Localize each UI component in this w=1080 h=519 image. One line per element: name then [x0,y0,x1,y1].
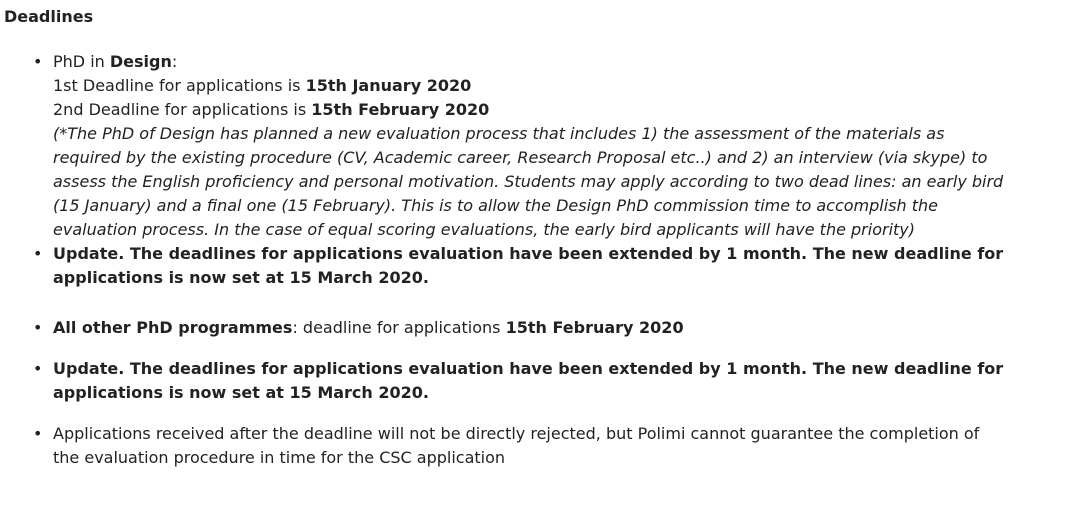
bullet-icon: • [33,52,43,71]
list-item-late-applications [0,422,1073,470]
second-deadline-date: 15th February 2020 [311,100,490,119]
design-note-line: (15 January) and a final one (15 February). This is to allow the Design PhD commission time to accomplish the [53,196,938,215]
design-title [53,50,1073,74]
design-note-line: evaluation process. In the case of equal scoring evaluations, the early bird applicants will have the priority) [53,220,915,239]
design-suffix: : [171,52,178,71]
other-deadline [53,316,1073,340]
update-line: applications is now set at 15 March 2020. [53,383,429,402]
design-second-deadline [53,98,1073,122]
other-date: 15th February 2020 [505,318,684,337]
second-deadline-text: 2nd Deadline for applications is [53,100,312,119]
design-program: Design [109,52,172,71]
first-deadline-text: 1st Deadline for applications is [53,76,306,95]
late-line: Applications received after the deadline will not be directly rejected, but Polimi cannot guarantee the completion of [53,424,980,443]
list-item-design [0,50,1073,242]
deadline-list [0,50,1080,470]
first-deadline-date: 15th January 2020 [305,76,472,95]
section-heading: Deadlines [4,7,94,26]
bullet-icon: • [33,359,43,378]
design-prefix: PhD in [53,52,110,71]
bullet-icon: • [33,424,43,443]
design-note-line: (*The PhD of Design has planned a new evaluation process that includes 1) the assessment of the materials as [53,124,945,143]
update-line: Update. The deadlines for applications evaluation have been extended by 1 month. The new deadline for [53,244,1004,263]
list-item-update-design [0,242,1073,290]
list-item-other-programmes [0,316,1073,340]
bullet-icon: • [33,318,43,337]
update-line: applications is now set at 15 March 2020. [53,268,429,287]
list-item-update-other [0,357,1073,405]
design-note-line: required by the existing procedure (CV, Academic career, Research Proposal etc..) and 2) an interview (via skype) to [53,148,988,167]
design-note-line: assess the English proficiency and personal motivation. Students may apply according to two dead lines: an early bird [53,172,1004,191]
design-first-deadline [53,74,1073,98]
update-line: Update. The deadlines for applications evaluation have been extended by 1 month. The new deadline for [53,359,1004,378]
bullet-icon: • [33,244,43,263]
late-line: the evaluation procedure in time for the CSC application [53,448,506,467]
other-label: All other PhD programmes [53,318,293,337]
other-text: : deadline for applications [292,318,506,337]
